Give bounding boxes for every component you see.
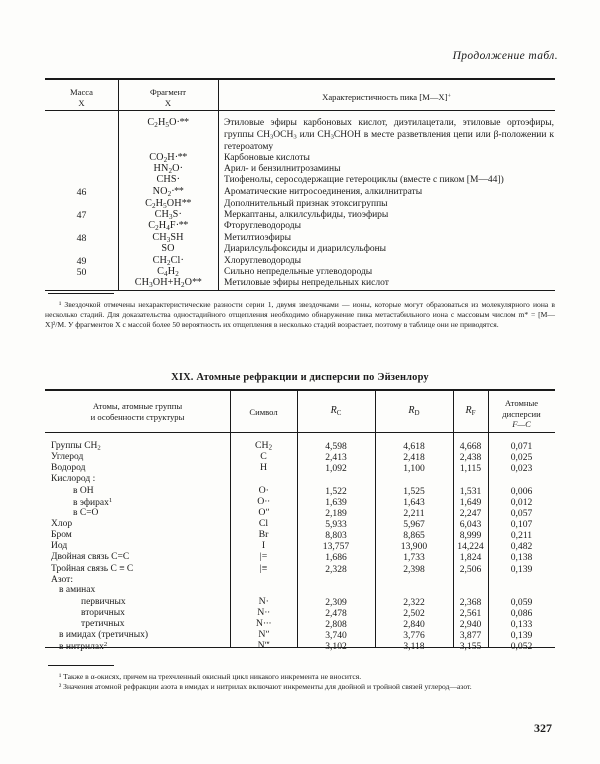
table2-value-rd: 2,840 <box>403 619 425 630</box>
table2-value-rc: 5,933 <box>325 519 347 530</box>
table1-fragment-formula: $C_2H_4F\cdot**$ <box>148 220 188 232</box>
table2-header-rc <box>297 405 375 418</box>
table2-value-rd: 2,398 <box>403 564 425 575</box>
table1-header-characteristic <box>218 92 555 103</box>
table2-value-rf: 3,877 <box>459 630 482 641</box>
table2-header-rule <box>45 432 555 433</box>
table2-row-label: в имидах (третичных) <box>59 630 149 640</box>
table1-fragment-formula: $CH_3SH$ <box>152 232 184 244</box>
table2-value-rf: 2,247 <box>459 508 482 519</box>
table2-header-dispersion-line1: Атомные <box>504 398 539 408</box>
table2-value-rd: 2,211 <box>403 508 425 519</box>
table2-row-label: Группы $CH_2$ <box>51 441 101 452</box>
table2-value-rd: 2,322 <box>403 597 425 608</box>
table2-row-label: Бром <box>51 530 72 540</box>
table2-row-label: Кислород : <box>51 474 96 484</box>
table2-header-rf-label: $R_F$ <box>465 405 476 417</box>
table2-header-rf <box>453 405 488 418</box>
table1-header-mass <box>45 87 118 108</box>
table2-value-disp: 0,059 <box>510 597 533 608</box>
table1-description: Карбоновые кислоты <box>224 153 310 163</box>
table2-value-rd: 13,900 <box>400 541 428 552</box>
table2-symbol: I <box>261 540 266 551</box>
table2-symbol: Br <box>258 529 269 540</box>
table2-value-rf: 4,668 <box>459 441 482 452</box>
table1-fragment-formula: $CH_3S\cdot$ <box>154 209 182 221</box>
table2-row-label: первичных <box>81 597 126 607</box>
table1-description: Диарилсульфоксиды и диарилсульфоны <box>224 244 387 254</box>
table2-value-rc: 13,757 <box>322 541 350 552</box>
table2-value-rd: 1,733 <box>403 552 425 563</box>
table2-value-disp: 0,211 <box>510 530 533 541</box>
table2-header-dispersion-line2: дисперсии <box>502 408 541 419</box>
table2-header-dispersion <box>488 398 555 430</box>
table2-header-rd-label: $R_D$ <box>408 405 420 417</box>
table2-value-rc: 2,328 <box>325 564 347 575</box>
table2-value-rd: 5,967 <box>403 519 425 530</box>
table2-value-rf: 8,999 <box>459 530 482 541</box>
table1-fragment-formula: CHS· <box>156 174 180 185</box>
table2-value-disp: 0,107 <box>510 519 533 530</box>
table2-value-rc: 2,309 <box>325 597 347 608</box>
table1-header-rule <box>45 110 555 111</box>
table2-value-rf: 2,506 <box>459 564 482 575</box>
table2-value-rf: 14,224 <box>457 541 484 552</box>
table1-header-mass-line2: X <box>78 97 85 108</box>
table2-value-rf: 2,438 <box>459 452 482 463</box>
table2-value-rc: 2,808 <box>325 619 347 630</box>
table1-description: Хлоруглеводороды <box>224 256 302 266</box>
table2-symbol: |= <box>259 551 268 562</box>
table2-row-label: Хлор <box>51 519 73 529</box>
table2-value-disp: 0,012 <box>510 497 533 508</box>
table1-description: Арил- и бензилнитрозамины <box>224 164 341 174</box>
table2-symbol: Cl <box>258 518 269 529</box>
table2-row-label: третичных <box>81 619 125 629</box>
table1-fragment-formula: $CO_2H\cdot**$ <box>149 152 187 164</box>
table1-description: Этиловые эфиры карбоновых кислот, диэтилацетали, этиловые ортоэфиры, группы $CH_3OCH_3$ или $CH_3CHOH$ в месте разветвления цепи или β-положении к гетероатому <box>224 118 554 152</box>
table2-symbol: Nʺʹ <box>257 640 270 651</box>
table2-footnote-1: ¹ Также в α-окисях, причем на трехчленный окисный цикл никакого инкремента не вносится. <box>59 672 362 681</box>
table1-mass-value: 49 <box>76 256 87 267</box>
table2-header-atoms-line1: Атомы, атомные группы <box>92 401 183 411</box>
table2-symbol: O·· <box>257 496 270 507</box>
table2-symbol: H <box>259 462 268 473</box>
table2-row-label: в эфирах$^1$ <box>73 497 113 508</box>
table2-symbol: $CH_2$ <box>254 440 273 452</box>
table1-header-characteristic-label: Характеристичность пика [M—X]+ <box>322 92 451 102</box>
table2-row-label: в OH <box>73 486 94 496</box>
table1-description: Метиловые эфиры непредельных кислот <box>224 278 389 288</box>
table2-footnote-2: ² Значения атомной рефракции азота в имидах и нитрилах включают инкременты для двойной и тройной связей углерод—азот. <box>59 682 472 692</box>
table2-value-disp: 0,057 <box>510 508 533 519</box>
table2-value-disp: 0,133 <box>510 619 533 630</box>
table1-description: Сильно непредельные углеводороды <box>224 267 373 277</box>
table2-value-rc: 1,686 <box>325 552 347 563</box>
table1-top-rule <box>45 78 555 80</box>
table2-header-atoms <box>45 401 230 422</box>
table2-value-rc: 1,522 <box>325 486 347 497</box>
table2-value-rd: 1,100 <box>403 463 425 474</box>
table2-value-rf: 6,043 <box>459 519 482 530</box>
table2-value-disp: 0,139 <box>510 564 533 575</box>
table2-value-rc: 3,102 <box>325 641 347 652</box>
table1-description: Фторуглеводороды <box>224 221 301 231</box>
table2-value-rd: 3,776 <box>403 630 425 641</box>
table2-value-rf: 2,940 <box>459 619 482 630</box>
table2-symbol: N·· <box>257 607 270 618</box>
table2-top-rule <box>45 389 555 391</box>
table1-fragment-formula: SO <box>161 243 175 254</box>
table2-value-rc: 4,598 <box>325 441 347 452</box>
table1-bottom-rule <box>45 290 555 291</box>
table2-value-rd: 4,618 <box>403 441 425 452</box>
continued-table-label: Продолжение табл. <box>452 50 558 62</box>
table2-value-rf: 3,155 <box>459 641 482 652</box>
table1-header-fragment <box>118 87 218 108</box>
table2-value-rd: 3,118 <box>403 641 425 652</box>
table1-mass-value: 46 <box>76 187 87 198</box>
table1-fragment-formula: $HN_2O\cdot$ <box>153 163 183 175</box>
table1-mass-value: 50 <box>76 267 87 278</box>
table2-value-disp: 0,025 <box>510 452 533 463</box>
table2-value-rf: 1,531 <box>459 486 482 497</box>
table2-symbol: C <box>260 451 267 462</box>
table1-footnote <box>45 300 555 330</box>
table1-fragment-formula: $CH_3OH+H_2O**$ <box>134 277 202 289</box>
table2-value-disp: 0,071 <box>510 441 533 452</box>
table2-value-rc: 8,803 <box>325 530 347 541</box>
table2-header-dispersion-line3: F—C <box>512 419 531 430</box>
table2-footnote-rule <box>48 665 114 666</box>
table1-fragment-formula: $C_4H_2$ <box>157 266 179 278</box>
table2-value-rf: 2,561 <box>459 608 482 619</box>
table2-value-rf: 1,824 <box>459 552 482 563</box>
table1-mass-value: 47 <box>76 210 87 221</box>
table2-value-disp: 0,006 <box>510 486 533 497</box>
table2-header-atoms-line2: и особенности структуры <box>90 411 185 422</box>
table2-value-disp: 0,023 <box>510 463 533 474</box>
table2-row-label: Азот: <box>51 575 73 585</box>
table1-description: Тиофенолы, серосодержащие гетероциклы (вместе с пиком [M—44]) <box>224 175 504 185</box>
table1-header-mass-line1: Масса <box>69 87 93 97</box>
table2-header-symbol-label: Символ <box>249 407 278 417</box>
table2-value-rc: 3,740 <box>325 630 347 641</box>
table1-fragment-formula: $C_2H_5OH**$ <box>145 198 191 210</box>
table2-value-disp: 0,052 <box>510 641 533 652</box>
table1-footnote-text: ¹ Звездочкой отмечены нехарактеристические разности серии 1, двумя звездочками — ионы, которые могут образоваться из молекулярного иона в несколько стадий. Для доказательства одностадийного отщепления необходимо обнаружение пика метастабильного иона с массовым числом m* = [M—X]²/M. У фрагментов X с массой более 50 вероятность их отщепления в несколько стадий возрастает, поэтому в таблице они не приводятся. <box>45 300 555 330</box>
table2-value-rc: 1,092 <box>325 463 347 474</box>
table2-symbol: N··· <box>255 618 272 629</box>
table1-fragment-formula: $C_2H_5O\cdot**$ <box>147 117 189 129</box>
table2-row-label: Тройная связь C ≡ C <box>51 564 134 574</box>
table2-symbol: |≡ <box>259 563 268 574</box>
table2-title: XIX. Атомные рефракции и дисперсии по Эйзенлору <box>171 372 429 383</box>
table1-description: Метилтиоэфиры <box>224 233 292 243</box>
page-number: 327 <box>534 721 552 735</box>
table2-symbol: N· <box>258 596 269 607</box>
table2-value-disp: 0,086 <box>510 608 533 619</box>
table2-row-label: в нитрилах$^2$ <box>59 641 108 652</box>
table2-header-symbol <box>230 407 297 418</box>
table2-footnotes <box>45 672 555 692</box>
table1-description: Ароматические нитросоединения, алкилнитраты <box>224 187 423 197</box>
table1-description: Дополнительный признак этоксигруппы <box>224 199 388 209</box>
table2-value-disp: 0,482 <box>510 541 533 552</box>
table2-value-rf: 2,368 <box>459 597 482 608</box>
table2-value-rd: 8,865 <box>403 530 425 541</box>
table2-value-rd: 2,418 <box>403 452 425 463</box>
table2-symbol: Nʺ <box>258 629 269 640</box>
table2-symbol: O· <box>258 485 269 496</box>
table2-value-rf: 1,115 <box>459 463 482 474</box>
table1-description: Меркаптаны, алкилсульфиды, тиоэфиры <box>224 210 389 220</box>
table2-row-label: Двойная связь C=C <box>51 552 130 562</box>
table2-value-disp: 0,138 <box>510 552 533 563</box>
table1-mass-value: 48 <box>76 233 87 244</box>
table2-value-rd: 2,502 <box>403 608 425 619</box>
table1-fragment-formula: $CH_2Cl\cdot$ <box>152 255 184 267</box>
table2-value-disp: 0,139 <box>510 630 533 641</box>
table2-symbol: Oʺ <box>258 507 269 518</box>
table1-fragment-formula: $NO_2\cdot**$ <box>152 186 184 198</box>
table2-row-label: вторичных <box>81 608 125 618</box>
table2-row-label: Иод <box>51 541 68 551</box>
table2-value-rf: 1,649 <box>459 497 482 508</box>
table2-value-rc: 2,189 <box>325 508 347 519</box>
table2-value-rc: 2,413 <box>325 452 347 463</box>
table2-header-rc-label: $R_C$ <box>330 405 342 417</box>
table2-value-rc: 1,639 <box>325 497 347 508</box>
table2-value-rc: 2,478 <box>325 608 347 619</box>
table2-value-rd: 1,525 <box>403 486 425 497</box>
table1-footnote-rule <box>48 293 114 294</box>
table2-row-label: в аминах <box>59 585 96 595</box>
table2-row-label: Водород <box>51 463 86 473</box>
table2-row-label: Углерод <box>51 452 84 462</box>
table1-header-fragment-line2: X <box>164 97 172 108</box>
table2-value-rd: 1,643 <box>403 497 425 508</box>
table2-header-rd <box>375 405 453 418</box>
table1-header-fragment-line1: Фрагмент <box>150 87 186 97</box>
table2-row-label: в C=O <box>73 508 99 518</box>
